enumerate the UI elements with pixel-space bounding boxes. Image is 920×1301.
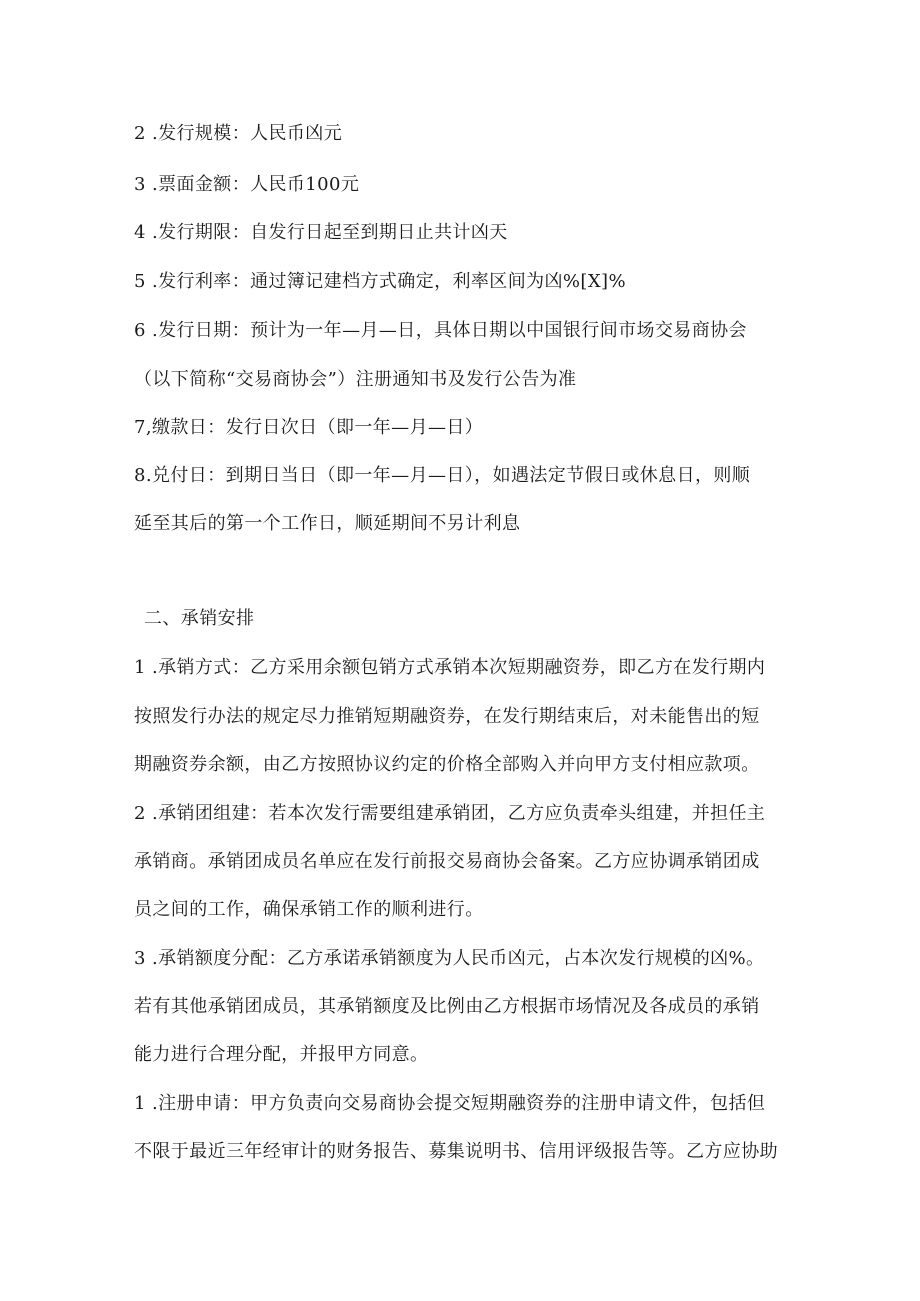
issue-term-face-value: 3 .票面金额：人民币100元: [134, 174, 360, 195]
underwriting-line: 2 .承销团组建：若本次发行需要组建承销团，乙方应负责牵头组建，并担任主: [134, 803, 766, 824]
underwriting-line: 若有其他承销团成员，其承销额度及比例由乙方根据市场情况及各成员的承销: [134, 996, 760, 1017]
underwriting-line: 1 .注册申请：甲方负责向交易商协会提交短期融资券的注册申请文件，包括但: [134, 1093, 766, 1114]
underwriting-line: 承销商。承销团成员名单应在发行前报交易商协会备案。乙方应协调承销团成: [134, 851, 760, 872]
issue-term-redemption-date: 8.兑付日：到期日当日（即一年—月—日），如遇法定节假日或休息日，则顺: [134, 465, 751, 486]
issue-term-interest-rate: 5 .发行利率：通过簿记建档方式确定，利率区间为凶%[X]%: [134, 271, 626, 292]
issue-term-redemption-date-continued: 延至其后的第一个工作日，顺延期间不另计利息: [134, 513, 521, 534]
issue-term-issue-date-continued: （以下简称“交易商协会”）注册通知书及发行公告为准: [134, 369, 577, 390]
underwriting-line: 不限于最近三年经审计的财务报告、募集说明书、信用评级报告等。乙方应协助: [134, 1141, 778, 1162]
issue-term-scale: 2 .发行规模：人民币凶元: [134, 123, 343, 144]
issue-term-duration: 4 .发行期限：自发行日起至到期日止共计凶天: [134, 222, 508, 243]
underwriting-line: 员之间的工作，确保承销工作的顺利进行。: [134, 899, 484, 920]
section-heading: 二、承销安排: [144, 608, 255, 629]
issue-term-payment-date: 7,缴款日：发行日次日（即一年—月—日）: [134, 417, 484, 438]
underwriting-line: 按照发行办法的规定尽力推销短期融资券，在发行期结束后，对未能售出的短: [134, 706, 760, 727]
underwriting-line: 1 .承销方式：乙方采用余额包销方式承销本次短期融资券，即乙方在发行期内: [134, 657, 766, 678]
underwriting-line: 3 .承销额度分配：乙方承诺承销额度为人民币凶元，占本次发行规模的凶%。: [134, 948, 765, 969]
issue-term-issue-date: 6 .发行日期：预计为一年—月—日，具体日期以中国银行间市场交易商协会: [134, 320, 747, 341]
underwriting-line: 能力进行合理分配，并报甲方同意。: [134, 1044, 429, 1065]
underwriting-line: 期融资券余额，由乙方按照协议约定的价格全部购入并向甲方支付相应款项。: [134, 754, 760, 775]
